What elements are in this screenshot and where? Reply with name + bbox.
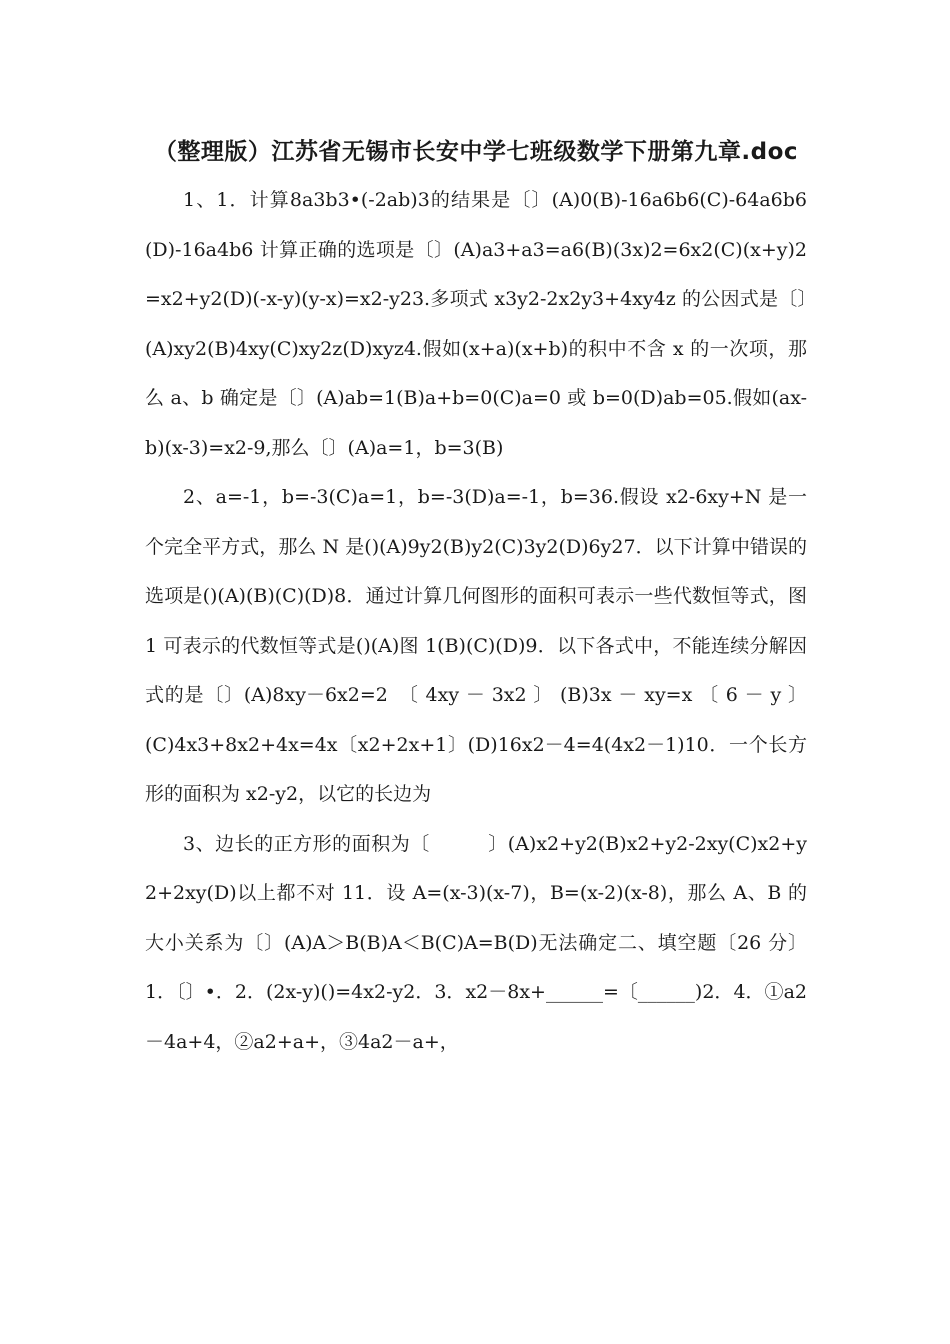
paragraph-3: 3、边长的正方形的面积为〔 〕(A)x2+y2(B)x2+y2-2xy(C)x2+y2+2xy(D)以上都不对 11．设 A=(x-3)(x-7)，B=(x-2)(x-8)，那么 A、B 的大小关系为〔〕(A)A＞B(B)A＜B(C)A=B(D)无法确定二、填空题〔26 分〕1．〔〕•．2．(2x-y)()=4x2-y2．3．x2－8x+______=〔______)2．4．①a2－4a+4，②a2+a+，③4a2－a+， — [145, 832, 807, 1053]
document-title: （整理版）江苏省无锡市长安中学七班级数学下册第九章.doc — [153, 139, 799, 165]
paragraph-2: 2、a=-1，b=-3(C)a=1，b=-3(D)a=-1，b=36.假设 x2-6xy+N 是一个完全平方式，那么 N 是()(A)9y2(B)y2(C)3y2(D)6y27．以下计算中错误的选项是()(A)(B)(C)(D)8．通过计算几何图形的面积可表示一些代数恒等式，图 1 可表示的代数恒等式是()(A)图 1(B)(C)(D)9．以下各式中，不能连续分解因式的是〔〕(A)8xy－6x2=2 〔 4xy － 3x2 〕 (B)3x － xy=x 〔 6 － y 〕(C)4x3+8x2+4x=4x〔x2+2x+1〕(D)16x2－4=4(4x2－1)10．一个长方形的面积为 x2-y2，以它的长边为 — [145, 486, 807, 805]
document-page — [145, 128, 807, 1067]
paragraph-1: 1、1．计算8a3b3•(-2ab)3的结果是〔〕(A)0(B)-16a6b6(C)-64a6b6(D)-16a4b6 计算正确的选项是〔〕(A)a3+a3=a6(B)(3x)2=6x2(C)(x+y)2=x2+y2(D)(-x-y)(y-x)=x2-y23.多项式 x3y2-2x2y3+4xy4z 的公因式是〔〕(A)xy2(B)4xy(C)xy2z(D)xyz4.假如(x+a)(x+b)的积中不含 x 的一次项，那么 a、b 确定是〔〕(A)ab=1(B)a+b=0(C)a=0 或 b=0(D)ab=05.假如(ax-b)(x-3)=x2-9,那么〔〕(A)a=1，b=3(B) — [145, 189, 807, 459]
